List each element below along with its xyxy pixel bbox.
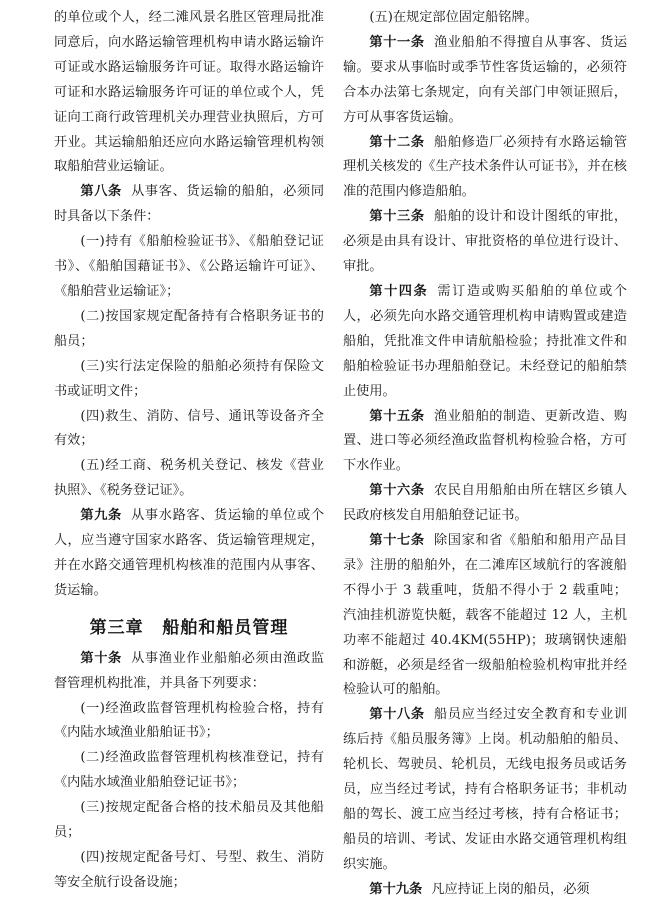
- article-13-text: 船舶的设计和设计图纸的审批，必须是由具有设计、审批资格的单位进行设计、审批。: [343, 209, 628, 275]
- article-15: [343, 405, 627, 480]
- article-19-text: 凡应持证上岗的船员，必须: [431, 881, 590, 897]
- article-18-text: 船员应当经过安全教育和专业训练后持《船员服务簿》上岗。机动船舶的船员、轮机长、驾驶员、轮机员，无线电报务员或话务员，应当经过考试，持有合格职务证书；非机动船的驾长、渡工应当经过考核，持有合格证书；船员的培训、考试、发证由水路交通管理机构组织实施。: [343, 707, 628, 872]
- article-11: [343, 31, 627, 131]
- article-10-label: 第十条: [80, 650, 122, 666]
- paragraph-continuation: 的单位或个人，经二滩风景名胜区管理局批准同意后，向水路运输管理机构申请水路运输许可证或水路运输服务许可证。取得水路运输许可证和水路运输服务许可证的单位或个人，凭证向工商行政管理机关办理营业执照后，方可开业。其运输船舶还应向水路运输管理机构领取船舶营业运输证。: [54, 10, 324, 175]
- article-15-text: 渔业船舶的制造、更新改造、购置、进口等必须经渔政监督机构检验合格，方可下水作业。: [343, 408, 628, 474]
- article-8: [54, 180, 324, 230]
- article-10-text: 从事渔业作业船舶必须由渔政监督管理机构批准，并具备下列要求：: [54, 650, 325, 691]
- article-13-label: 第十三条: [369, 209, 425, 225]
- article-17: [343, 529, 627, 703]
- article-9: [54, 504, 324, 604]
- article-10: [54, 647, 324, 697]
- article-12-text: 船舶修造厂必须持有水路运输管理机关核发的《生产技术条件认可证书》，并在核准的范围内修造船舶。: [343, 134, 628, 200]
- article-8-item: (三)实行法定保险的船舶必须持有保险文书或证明文件；: [54, 358, 324, 399]
- article-12: [343, 131, 627, 206]
- article-19: [343, 878, 627, 903]
- article-19-label: 第十九条: [369, 881, 423, 897]
- article-12-label: 第十二条: [369, 134, 425, 150]
- article-14: [343, 280, 627, 405]
- right-column: [343, 6, 627, 903]
- chapter-number: 第三章: [89, 617, 144, 638]
- article-17-text: 除国家和省《船舶和船用产品目录》注册的船舶外，在二滩库区域航行的客渡船不得小于 3 载重吨，货船不得小于 2 载重吨；汽油挂机游览快艇，载客不能超过 12 人，主机功率不能超过 40.4KM(55HP)；玻璃钢快速船和游艇，必须是经省一级船舶检验机构审批并经检验认可的船舶。: [343, 533, 628, 698]
- article-16: [343, 479, 627, 529]
- article-11-text: 渔业船舶不得擅自从事客、货运输。要求从事临时或季节性客货运输的，必须符合本办法第七条规定，向有关部门申领证照后，方可从事客货运输。: [343, 34, 628, 125]
- article-18-label: 第十八条: [369, 707, 425, 723]
- article-8-item: (四)救生、消防、信号、通讯等设备齐全有效；: [54, 408, 324, 449]
- article-18: [343, 703, 627, 877]
- article-14-label: 第十四条: [369, 283, 429, 299]
- article-10-item: (二)经渔政监督管理机构核准登记，持有《内陆水域渔业船舶登记证书》；: [54, 750, 324, 791]
- article-15-label: 第十五条: [369, 408, 425, 424]
- chapter-heading: [54, 615, 324, 641]
- article-13: [343, 205, 627, 280]
- article-16-text: 农民自用船舶由所在辖区乡镇人民政府核发自用船舶登记证书。: [343, 483, 628, 524]
- article-8-text: 从事客、货运输的船舶，必须同时具备以下条件：: [54, 184, 325, 225]
- article-8-item: (二)按国家规定配备持有合格职务证书的船员；: [54, 308, 324, 349]
- article-8-item: (一)持有《船舶检验证书》、《船舶登记证书》、《船舶国藉证书》、《公路运输许可证》、《船舶营业运输证》；: [54, 234, 324, 299]
- article-16-label: 第十六条: [369, 483, 425, 499]
- article-8-item: (五)经工商、税务机关登记、核发《营业执照》、《税务登记证》。: [54, 458, 324, 499]
- article-9-text: 从事水路客、货运输的单位或个人，应当遵守国家水路客、货运输管理规定，并在水路交通管理机构核准的范围内从事客、货运输。: [54, 508, 325, 598]
- chapter-title: 船舶和船员管理: [162, 617, 289, 638]
- article-14-text: 需订造或购买船舶的单位或个人，必须先向水路交通管理机构申请购置或建造船舶，凭批准文件申请航船检验；持批准文件和船舶检验证书办理船舶登记。未经登记的船舶禁止使用。: [343, 283, 627, 399]
- article-10-item: (四)按规定配备号灯、号型、救生、消防等安全航行设备设施；: [54, 850, 324, 890]
- article-11-label: 第十一条: [369, 34, 425, 50]
- article-10-item: (三)按规定配备合格的技术船员及其他船员；: [54, 800, 324, 841]
- article-9-label: 第九条: [80, 508, 122, 524]
- article-10-item: (五)在规定部位固定船铭牌。: [369, 10, 538, 25]
- article-17-label: 第十七条: [369, 533, 425, 549]
- left-column: [54, 6, 324, 896]
- article-10-item: (一)经渔政监督管理机构检验合格，持有《内陆水域渔业船舶证书》；: [54, 700, 324, 741]
- article-8-label: 第八条: [80, 184, 122, 200]
